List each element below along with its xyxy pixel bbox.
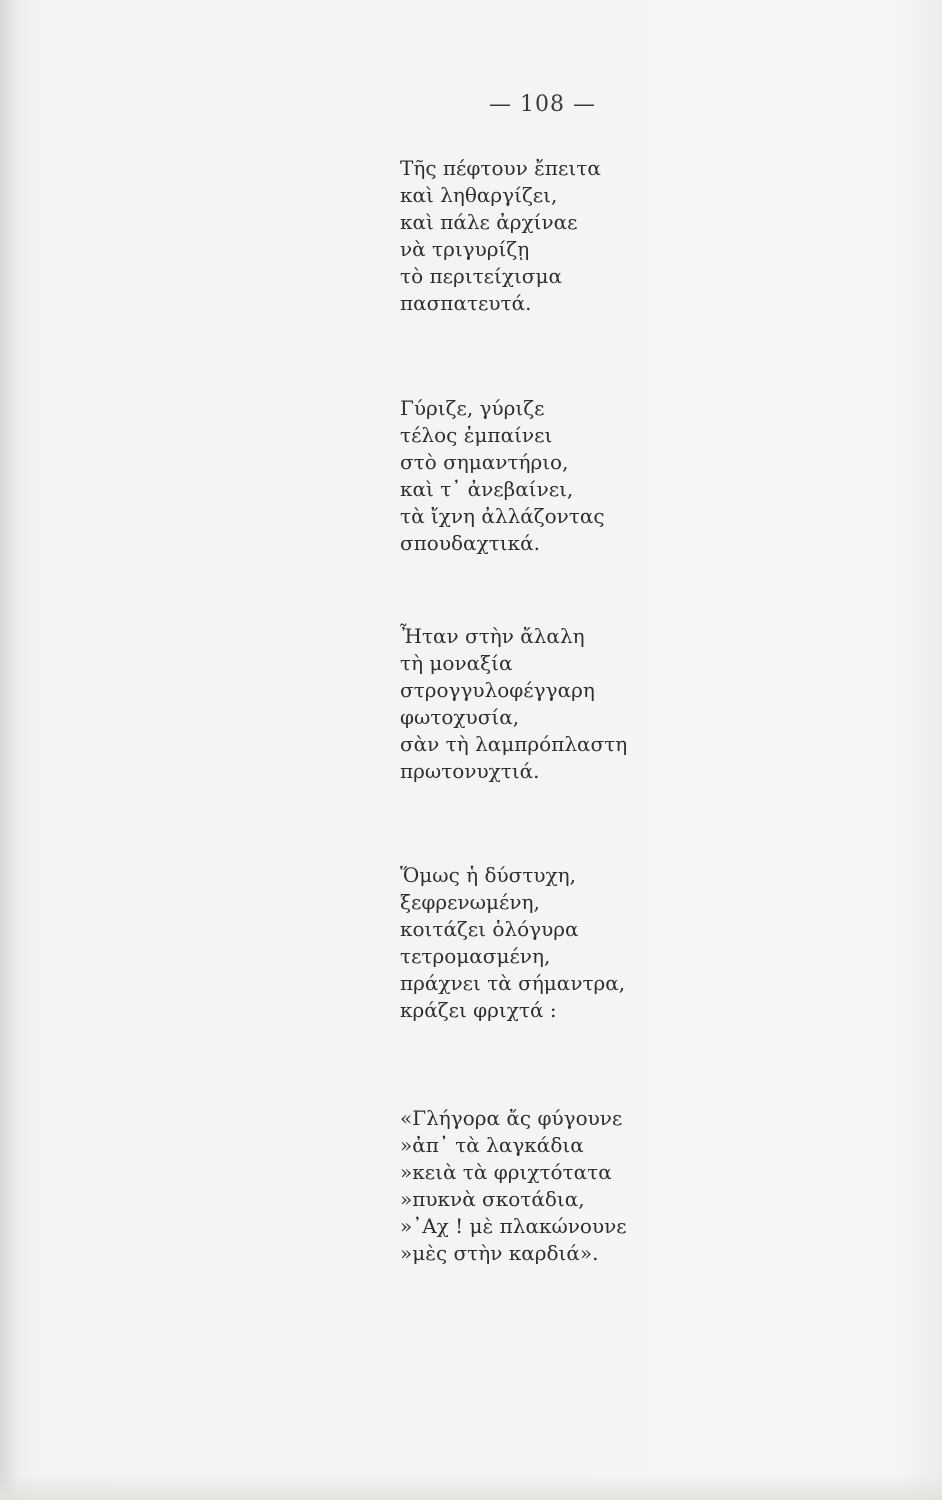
poem-line: στὸ σημαντήριο, bbox=[400, 450, 569, 474]
poem-line: καὶ ληθαργίζει, bbox=[400, 183, 558, 207]
poem-line: πράχνει τὰ σήμαντρα, bbox=[400, 971, 626, 995]
poem-line: τέλος ἐμπαίνει bbox=[400, 423, 553, 447]
poem-line: Ὅμως ἡ δύστυχη, bbox=[400, 863, 577, 887]
poem-line: τὸ περιτείχισμα bbox=[400, 264, 562, 288]
page-spine-shadow bbox=[0, 0, 18, 1500]
page-number: — 108 — bbox=[489, 92, 596, 117]
poem-line: τὰ ἴχνη ἀλλάζοντας bbox=[400, 504, 605, 528]
poem-line: στρογγυλοφέγγαρη bbox=[400, 678, 595, 702]
poem-line: κοιτάζει ὁλόγυρα bbox=[400, 917, 579, 941]
poem-line: νὰ τριγυρίζῃ bbox=[400, 237, 530, 261]
poem-line: ξεφρενωμένη, bbox=[400, 890, 540, 914]
poem-line: πασπατευτά. bbox=[400, 291, 532, 315]
poem-line: Γύριζε, γύριζε bbox=[400, 396, 545, 420]
page-bottom-edge bbox=[0, 1474, 942, 1500]
poem-line: σπουδαχτικά. bbox=[400, 531, 540, 555]
poem-line: κράζει φριχτά : bbox=[400, 998, 557, 1022]
poem-line: σὰν τὴ λαμπρόπλαστη bbox=[400, 732, 628, 756]
poem-line: »᾿Αχ ! μὲ πλακώνουνε bbox=[400, 1214, 627, 1238]
poem-line: καὶ πάλε ἀρχίναε bbox=[400, 210, 578, 234]
poem-stanza-5 bbox=[400, 1105, 627, 1267]
poem-stanza-1 bbox=[400, 155, 601, 317]
poem-line: Τῆς πέφτουν ἔπειτα bbox=[400, 156, 601, 180]
poem-stanza-4 bbox=[400, 862, 625, 1024]
poem-stanza-2 bbox=[400, 395, 605, 557]
poem-line: Ἦταν στὴν ἄλαλη bbox=[400, 624, 585, 648]
poem-line: »κειὰ τὰ φριχτότατα bbox=[400, 1160, 612, 1184]
poem-stanza-3 bbox=[400, 623, 627, 785]
poem-line: τετρομασμένη, bbox=[400, 944, 551, 968]
poem-line: »ἀπ᾿ τὰ λαγκάδια bbox=[400, 1133, 584, 1157]
poem-line: »μὲς στὴν καρδιά». bbox=[400, 1241, 599, 1265]
poem-line: καὶ τ᾿ ἀνεβαίνει, bbox=[400, 477, 574, 501]
poem-line: φωτοχυσία, bbox=[400, 705, 520, 729]
poem-line: πρωτονυχτιά. bbox=[400, 759, 540, 783]
poem-line: »πυκνὰ σκοτάδια, bbox=[400, 1187, 585, 1211]
poem-line: τὴ μοναξία bbox=[400, 651, 513, 675]
poem-line: «Γλήγορα ἄς φύγουνε bbox=[400, 1106, 623, 1130]
